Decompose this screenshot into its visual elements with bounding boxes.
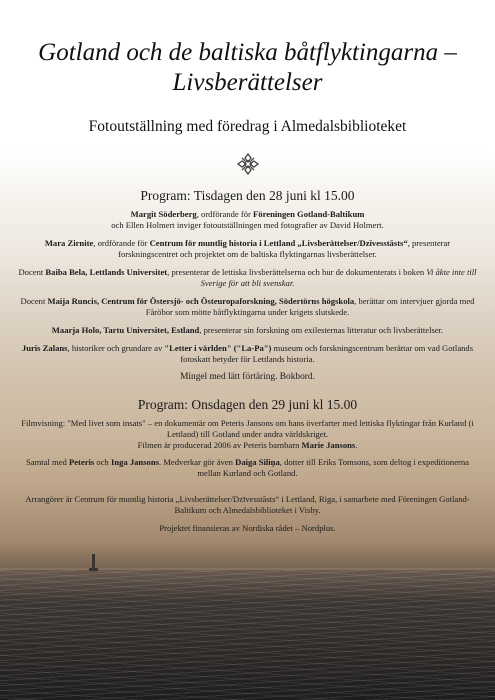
item-text: , presenterar forskningscentret och projektet om de baltiska flyktingarnas livsberättelser. — [118, 238, 451, 259]
speaker-name: Mara Zirnite — [44, 238, 94, 248]
speaker-name: Peteris — [68, 457, 95, 467]
item-text: Docent — [18, 267, 46, 277]
item-text: , ordförande för — [93, 238, 150, 248]
program1-item — [18, 325, 477, 336]
item-text: museum och forskningscentrum berättar om vad Gotlands fotoskatt betyder för Lettlands historia. — [180, 343, 474, 364]
producer-name: Marie Jansons — [301, 440, 356, 450]
item-text: , presenterar de lettiska livsberättelserna och hur de dokumenterats i boken — [167, 267, 427, 277]
organizers-note: Arrangörer är Centrum för muntlig historia „Livsberättelser/Dzīvesstāsts“ i Lettland, Riga, i samarbete med Föreningen Gotland-Baltikum och Almedalsbiblioteket i Visby. — [25, 494, 470, 515]
organization-name: "Letter i världen" ("La-Pa") — [164, 343, 272, 353]
sea-background — [0, 570, 495, 700]
item-text: , dotter till Eriks Tomsons, som deltog i expeditionerna mellan Kurland och Gotland. — [197, 457, 469, 478]
program1-item — [18, 296, 477, 318]
program1-mingle — [18, 372, 477, 383]
program2-talk — [18, 457, 477, 479]
organization-name: Föreningen Gotland-Baltikum — [253, 209, 365, 219]
item-text: Filmen är producerad 2006 av Peteris barnbarn — [137, 440, 302, 450]
program1-item — [18, 238, 477, 260]
funding-note: Projektet finansieras av Nordiska rådet – Nordplus. — [159, 523, 336, 533]
poster-subtitle: Fotoutställning med föredrag i Almedalsbiblioteket — [88, 118, 407, 135]
book-title: Vi åkte inte till Sverige för att bli svenskar. — [200, 267, 477, 288]
program1-item — [18, 209, 477, 231]
speaker-name: Daiga Siliņa — [235, 457, 280, 467]
poster-title: Gotland och de baltiska båtflyktingarna – Livsberättelser — [38, 39, 457, 96]
speaker-name: Baiba Bela, Lettlands Universitet — [45, 267, 168, 277]
speaker-name: Inga Jansons — [110, 457, 159, 467]
item-text: och — [94, 457, 111, 467]
speaker-name: Margit Söderberg — [130, 209, 197, 219]
item-text: Samtal med — [25, 457, 69, 467]
item-text: Docent — [20, 296, 48, 306]
celtic-knot-icon — [236, 152, 260, 176]
speaker-name: Juris Zalans — [21, 343, 68, 353]
item-text: Mingel med lätt förtäring. Bokbord. — [180, 372, 315, 382]
program2-heading: Program: Onsdagen den 29 juni kl 15.00 — [137, 397, 358, 412]
film-description: Filmvisning: "Med livet som insats" – en dokumentär om Peteris Jansons om hans överfarter med lettiska flyktingar från Kurland (i Lettland) till Gotland under andra världskriget. — [21, 418, 474, 439]
sailboat-silhouette — [92, 554, 95, 570]
program1-item — [18, 343, 477, 365]
organization-name: Centrum för muntlig historia i Lettland „Livsberättelser/Dzīvesstāsts“ — [149, 238, 408, 248]
speaker-name: Maarja Holo, Tartu Universitet, Estland — [51, 325, 200, 335]
item-text: , ordförande för — [196, 209, 254, 219]
program1-item — [18, 267, 477, 289]
program2-film: Filmvisning: "Med livet som insats" – en dokumentär om Peteris Jansons om hans överfarter med lettiska flyktingar från Kurland (i Lettland) till Gotland under andra världskriget. Filmen är producerad 2006 av Peteris barnbarn Marie Jansons. — [21, 418, 474, 450]
item-text: och Ellen Holmert inviger fotoutställningen med fotografier av David Holmert. — [111, 220, 384, 230]
item-text: . Medverkar gör även — [158, 457, 236, 467]
item-text: , historiker och grundare av — [67, 343, 165, 353]
item-text: , berättar om intervjuer gjorda med Fåröbor som mötte båtflyktingarna under krigets slutskede. — [145, 296, 475, 317]
item-text: , presenterar sin forskning om exilesternas litteratur och livsberättelser. — [199, 325, 444, 335]
speaker-name: Maija Runcis, Centrum för Östersjö- och Östeuropaforskning, Södertörns högskola — [47, 296, 355, 306]
program1-heading: Program: Tisdagen den 28 juni kl 15.00 — [140, 188, 355, 203]
